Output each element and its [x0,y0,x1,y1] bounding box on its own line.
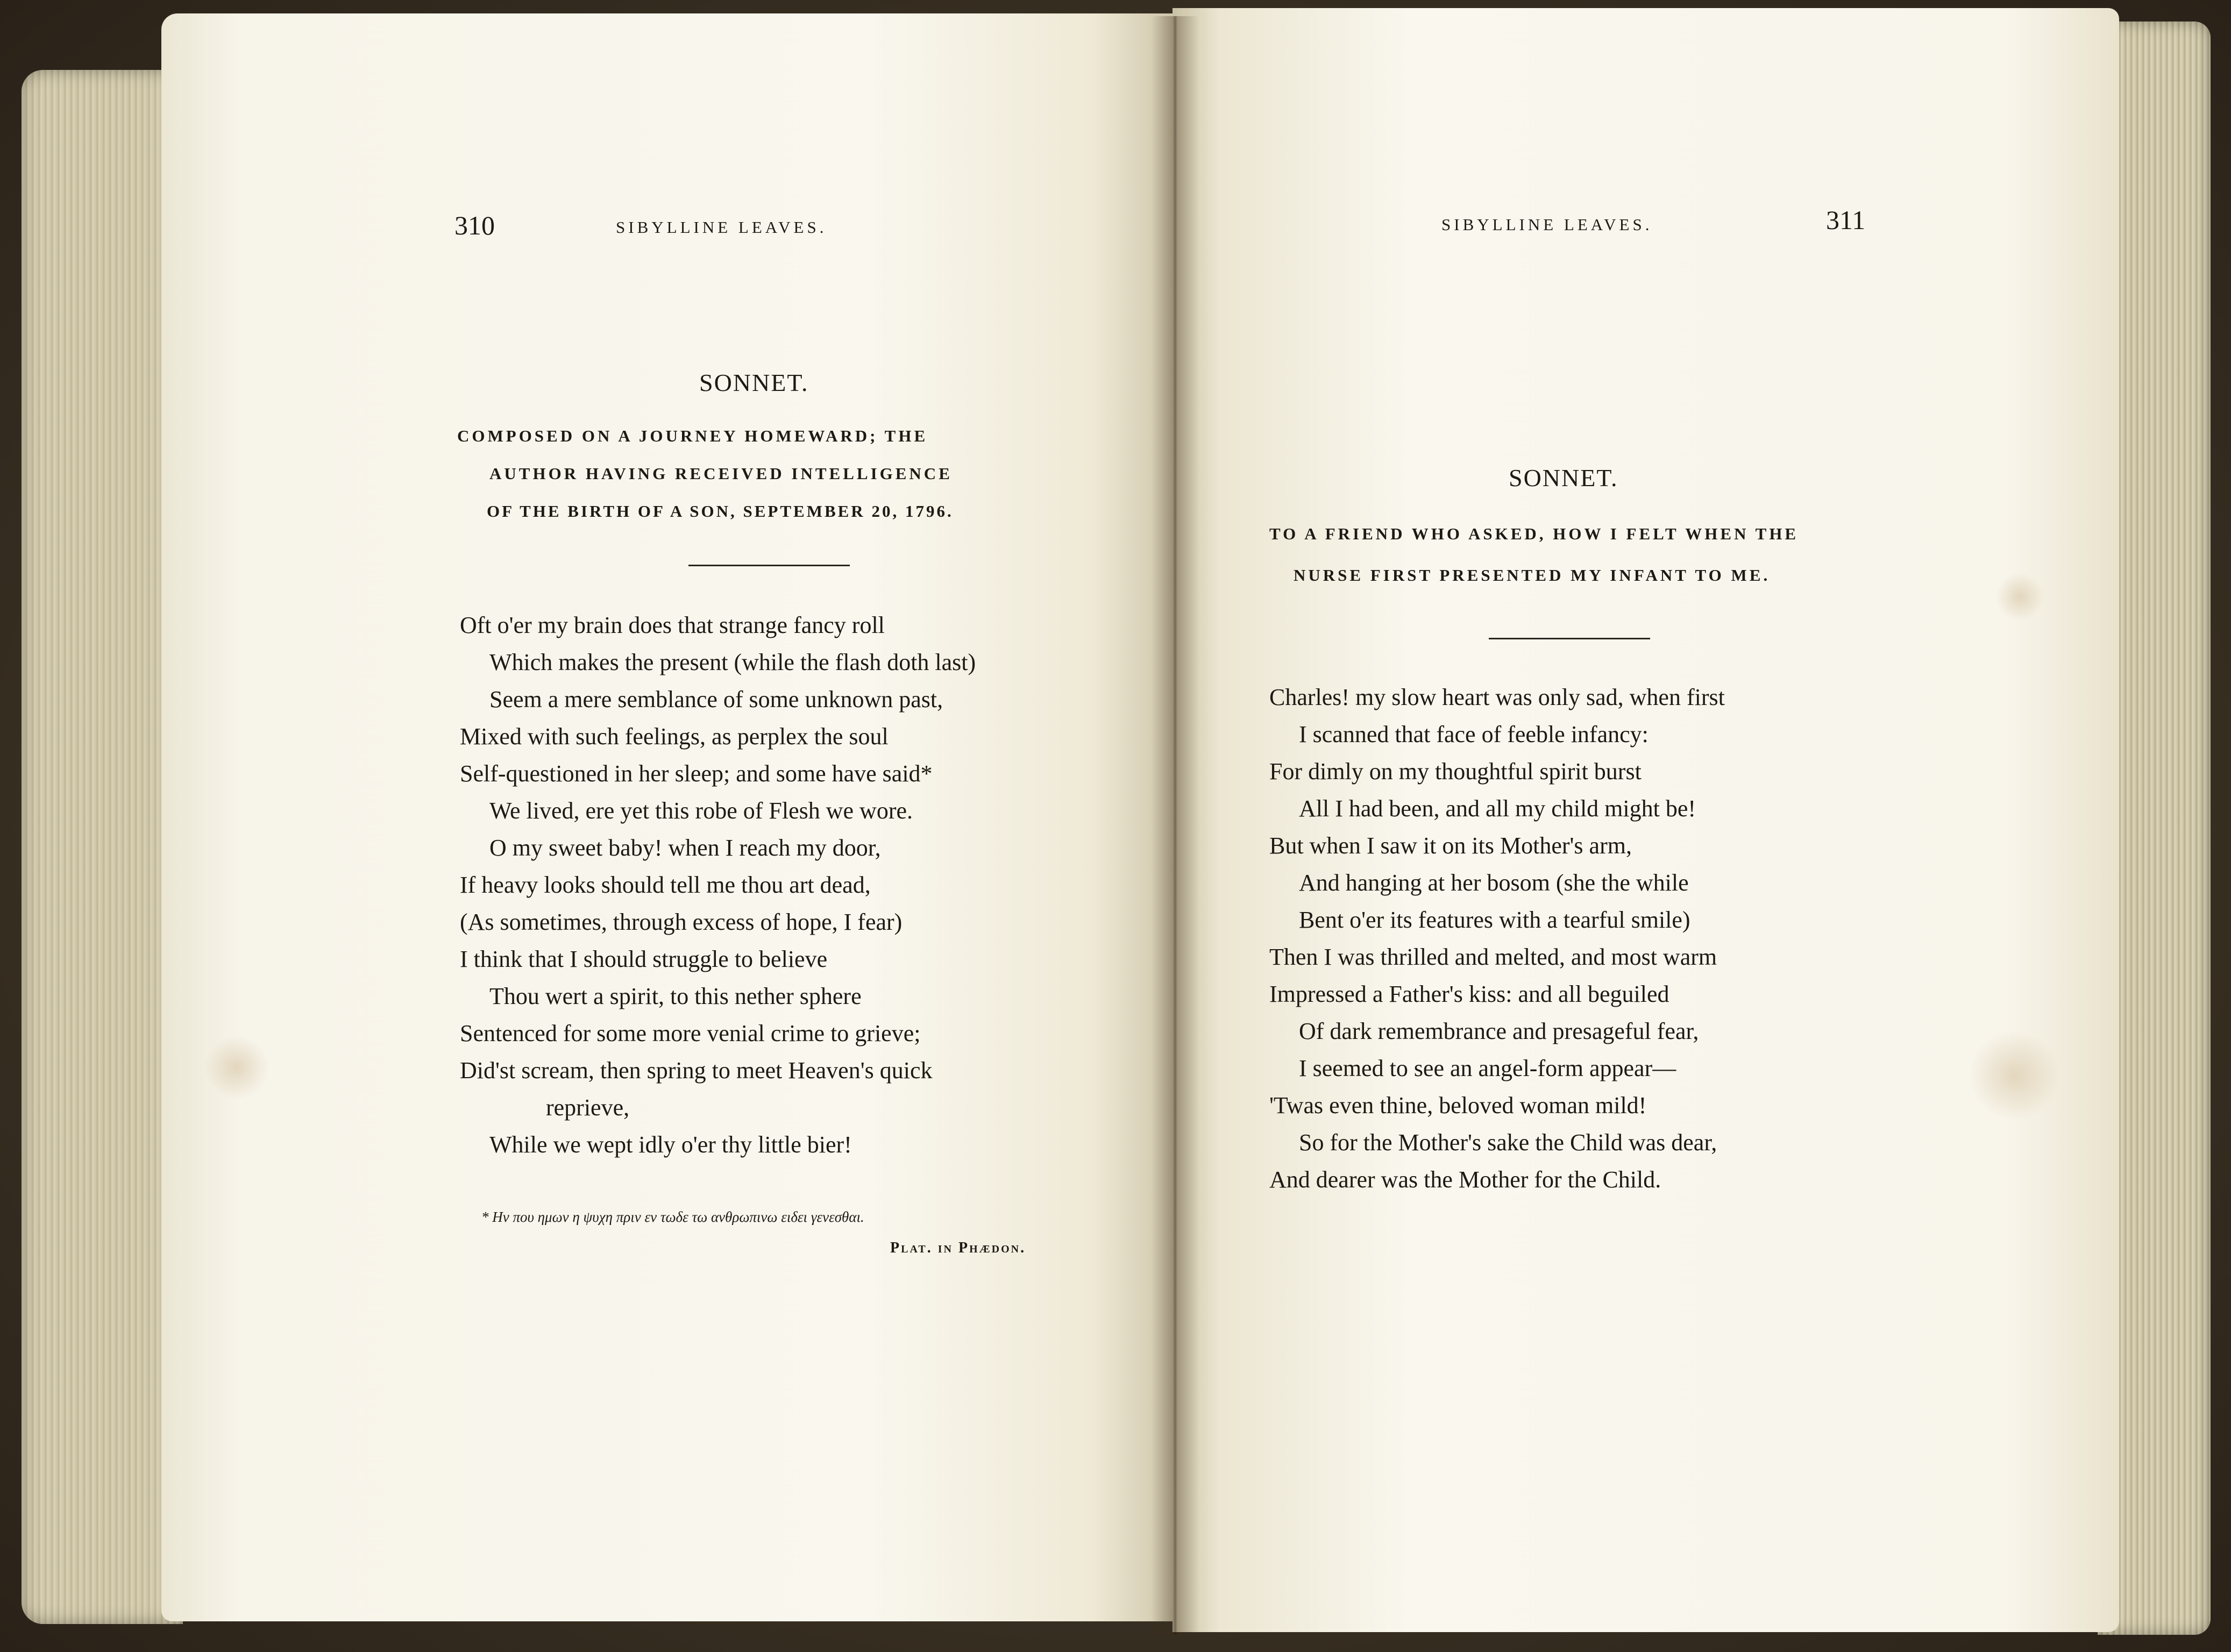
verse-line: Of dark remembrance and presageful fear, [1299,1018,1699,1044]
verse-line: Did'st scream, then spring to meet Heaven's quick [460,1057,933,1084]
verse-line: And dearer was the Mother for the Child. [1269,1166,1661,1193]
right-subtitle-line-1: TO A FRIEND WHO ASKED, HOW I FELT WHEN THE [1269,524,1799,543]
verse-line: I seemed to see an angel-form appear— [1299,1055,1676,1081]
verse-line: O my sweet baby! when I reach my door, [489,835,881,861]
left-sonnet-title: SONNET. [699,369,809,396]
right-running-head: SIBYLLINE LEAVES. [1441,215,1653,234]
verse-line: But when I saw it on its Mother's arm, [1269,832,1632,859]
verse-line: Bent o'er its features with a tearful smile) [1299,907,1690,933]
right-verse [1269,679,1725,1198]
left-running-head: SIBYLLINE LEAVES. [616,218,827,237]
book-edge-left [22,70,183,1624]
left-verse [460,607,976,1163]
verse-line: (As sometimes, through excess of hope, I fear) [460,909,903,935]
verse-line: While we wept idly o'er thy little bier! [489,1131,852,1158]
verse-line: Charles! my slow heart was only sad, when first [1269,684,1725,710]
left-footnote-source: Plat. in Phædon. [890,1240,1026,1256]
right-title-rule [1489,638,1650,639]
verse-line: Mixed with such feelings, as perplex the soul [460,723,889,750]
verse-line: Seem a mere semblance of some unknown past, [489,686,943,713]
verse-line: reprieve, [546,1094,630,1121]
verse-line: All I had been, and all my child might be! [1299,795,1696,822]
right-page-number: 311 [1826,205,1866,235]
verse-line: Which makes the present (while the flash doth last) [489,649,976,675]
verse-line: We lived, ere yet this robe of Flesh we wore. [489,797,913,824]
verse-line: If heavy looks should tell me thou art dead, [460,872,871,898]
right-subtitle-line-2: NURSE FIRST PRESENTED MY INFANT TO ME. [1294,566,1771,585]
verse-line: For dimly on my thoughtful spirit burst [1269,758,1642,785]
verse-line: I think that I should struggle to believe [460,946,828,972]
left-footnote: * Ην που ημων η ψυχη πριν εν τωδε τω ανθρωπινω ειδει γενεσθαι. [481,1209,864,1225]
left-title-rule [688,565,850,566]
right-sonnet-title: SONNET. [1509,464,1618,492]
verse-line: Oft o'er my brain does that strange fancy roll [460,612,885,638]
paper-stain [204,1035,269,1100]
verse-line: Sentenced for some more venial crime to grieve; [460,1020,921,1046]
verse-line: Impressed a Father's kiss: and all beguiled [1269,981,1669,1007]
verse-line: So for the Mother's sake the Child was dear, [1299,1129,1717,1156]
left-subtitle-line-2: AUTHOR HAVING RECEIVED INTELLIGENCE [489,464,953,483]
verse-line: 'Twas even thine, beloved woman mild! [1269,1092,1647,1119]
left-page-number: 310 [454,210,495,240]
verse-line: Self-questioned in her sleep; and some have said* [460,760,933,787]
book-gutter [1151,16,1199,1635]
left-subtitle-line-3: OF THE BIRTH OF A SON, SEPTEMBER 20, 1796. [487,502,954,521]
verse-line: Then I was thrilled and melted, and most warm [1269,944,1717,970]
verse-line: And hanging at her bosom (she the while [1299,870,1689,896]
paper-stain [1969,1030,2060,1121]
verse-line: I scanned that face of feeble infancy: [1299,721,1649,747]
paper-stain [1995,573,2044,621]
left-subtitle-line-1: COMPOSED ON A JOURNEY HOMEWARD; THE [457,426,928,445]
verse-line: Thou wert a spirit, to this nether sphere [489,983,862,1009]
